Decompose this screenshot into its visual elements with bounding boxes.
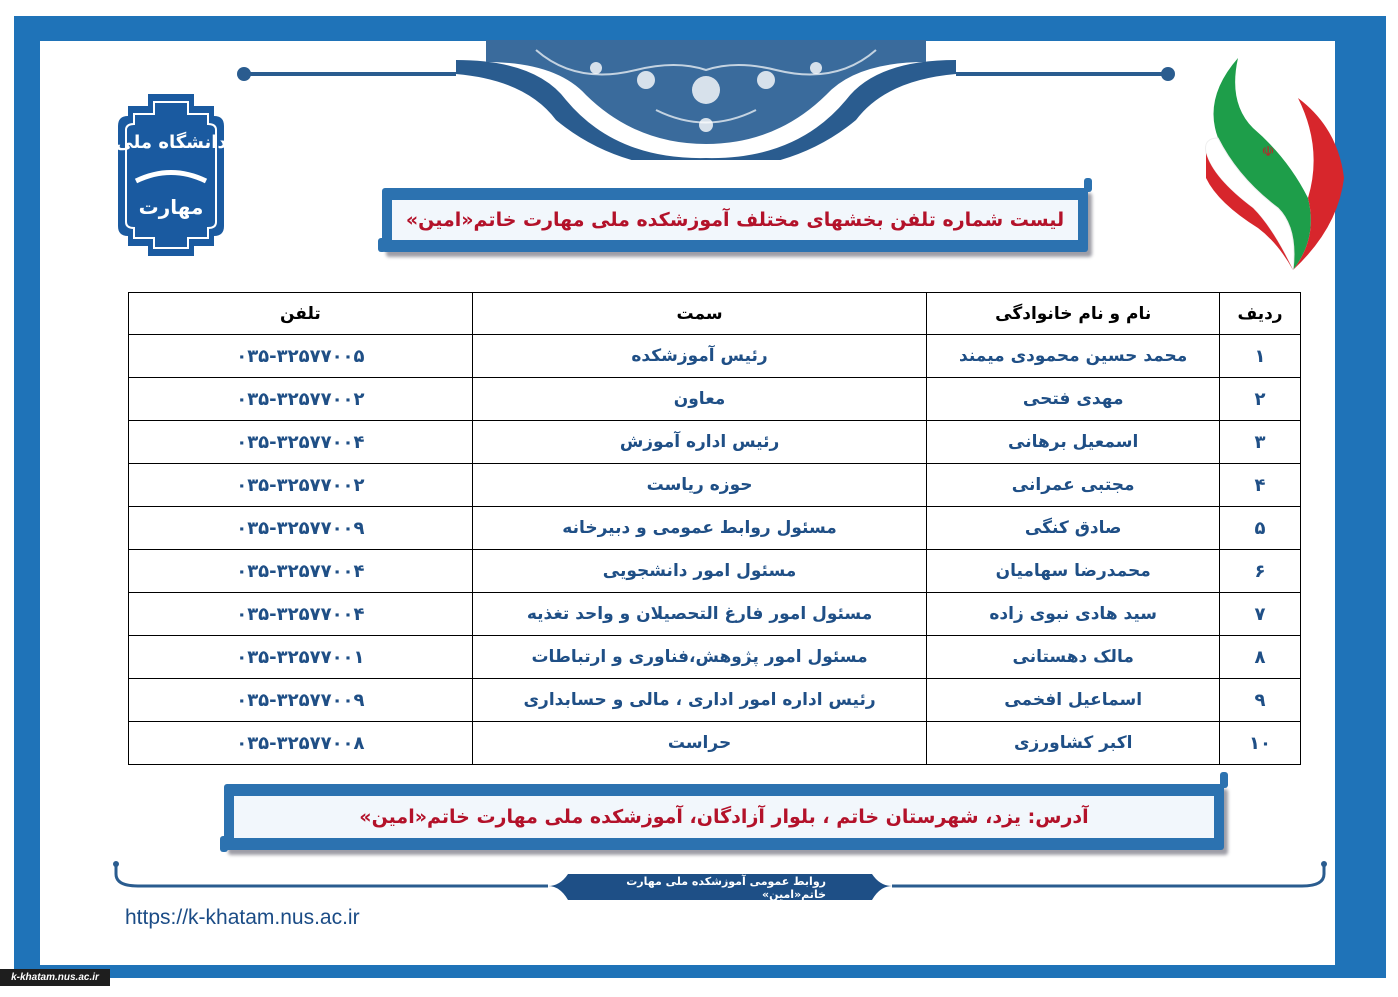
table-row: [129, 421, 1301, 464]
person-name: اکبر کشاورزی: [927, 722, 1220, 765]
person-position: مسئول امور دانشجویی: [472, 550, 927, 593]
person-name: سید هادی نبوی زاده: [927, 593, 1220, 636]
banner-knob: [378, 238, 386, 252]
flag-emblem: [1198, 58, 1344, 270]
row-number: ۵: [1220, 507, 1301, 550]
person-position: معاون: [472, 378, 927, 421]
banner-knob: [1084, 178, 1092, 192]
table-row: [129, 335, 1301, 378]
banner-knob: [220, 836, 228, 852]
header-row-number: ردیف: [1220, 293, 1301, 335]
phone-number: ۰۳۵-۳۲۵۷۷۰۰۹: [129, 679, 473, 722]
table-row: [129, 464, 1301, 507]
phone-number: ۰۳۵-۳۲۵۷۷۰۰۴: [129, 421, 473, 464]
person-position: مسئول امور پژوهش،فناوری و ارتباطات: [472, 636, 927, 679]
person-position: مسئول روابط عمومی و دبیرخانه: [472, 507, 927, 550]
person-name: محمدرضا سهامیان: [927, 550, 1220, 593]
row-number: ۳: [1220, 421, 1301, 464]
phone-directory-table: [128, 292, 1301, 765]
row-number: ۱: [1220, 335, 1301, 378]
header-phone: تلفن: [129, 293, 473, 335]
table-row: [129, 593, 1301, 636]
person-name: مالک دهستانی: [927, 636, 1220, 679]
row-number: ۷: [1220, 593, 1301, 636]
phone-number: ۰۳۵-۳۲۵۷۷۰۰۲: [129, 378, 473, 421]
svg-text:مهارت: مهارت: [138, 195, 204, 219]
table-row: [129, 636, 1301, 679]
top-ornament: [236, 40, 1176, 160]
title-banner: [382, 188, 1088, 252]
person-name: مهدی فتحی: [927, 378, 1220, 421]
person-position: رئیس اداره امور اداری ، مالی و حسابداری: [472, 679, 927, 722]
table-row: [129, 550, 1301, 593]
university-logo: [98, 86, 244, 258]
phone-number: ۰۳۵-۳۲۵۷۷۰۰۴: [129, 593, 473, 636]
page-title: لیست شماره تلفن بخشهای مختلف آموزشکده ملی مهارت خاتم«امین»: [392, 200, 1078, 240]
person-position: رئیس آموزشکده: [472, 335, 927, 378]
person-name: محمد حسین محمودی میمند: [927, 335, 1220, 378]
header-full-name: نام و نام خانوادگی: [927, 293, 1220, 335]
phone-number: ۰۳۵-۳۲۵۷۷۰۰۲: [129, 464, 473, 507]
row-number: ۴: [1220, 464, 1301, 507]
watermark: k-khatam.nus.ac.ir: [0, 969, 110, 986]
person-position: حوزه ریاست: [472, 464, 927, 507]
person-name: صادق کنگی: [927, 507, 1220, 550]
table-row: [129, 507, 1301, 550]
banner-knob: [1220, 772, 1228, 788]
table-row: [129, 722, 1301, 765]
phone-number: ۰۳۵-۳۲۵۷۷۰۰۹: [129, 507, 473, 550]
phone-number: ۰۳۵-۳۲۵۷۷۰۰۸: [129, 722, 473, 765]
person-name: مجتبی عمرانی: [927, 464, 1220, 507]
row-number: ۱۰: [1220, 722, 1301, 765]
footer-label: روابط عمومی آموزشکده ملی مهارت خاتم«امین»: [626, 875, 826, 901]
person-position: حراست: [472, 722, 927, 765]
person-position: مسئول امور فارغ التحصیلان و واحد تغذیه: [472, 593, 927, 636]
row-number: ۲: [1220, 378, 1301, 421]
person-name: اسماعیل افخمی: [927, 679, 1220, 722]
row-number: ۹: [1220, 679, 1301, 722]
address-banner: [224, 784, 1224, 850]
address-text: آدرس: یزد، شهرستان خاتم ، بلوار آزادگان، آموزشکده ملی مهارت خاتم«امین»: [234, 796, 1214, 838]
header-position: سمت: [472, 293, 927, 335]
svg-text:دانشگاه ملی: دانشگاه ملی: [115, 132, 227, 153]
phone-number: ۰۳۵-۳۲۵۷۷۰۰۱: [129, 636, 473, 679]
svg-text:☫: ☫: [1261, 144, 1275, 160]
table-header-row: [129, 293, 1301, 335]
person-name: اسمعیل برهانی: [927, 421, 1220, 464]
website-link[interactable]: https://k-khatam.nus.ac.ir: [125, 906, 360, 929]
table-row: [129, 679, 1301, 722]
phone-number: ۰۳۵-۳۲۵۷۷۰۰۵: [129, 335, 473, 378]
row-number: ۸: [1220, 636, 1301, 679]
phone-number: ۰۳۵-۳۲۵۷۷۰۰۴: [129, 550, 473, 593]
row-number: ۶: [1220, 550, 1301, 593]
table-row: [129, 378, 1301, 421]
person-position: رئیس اداره آموزش: [472, 421, 927, 464]
